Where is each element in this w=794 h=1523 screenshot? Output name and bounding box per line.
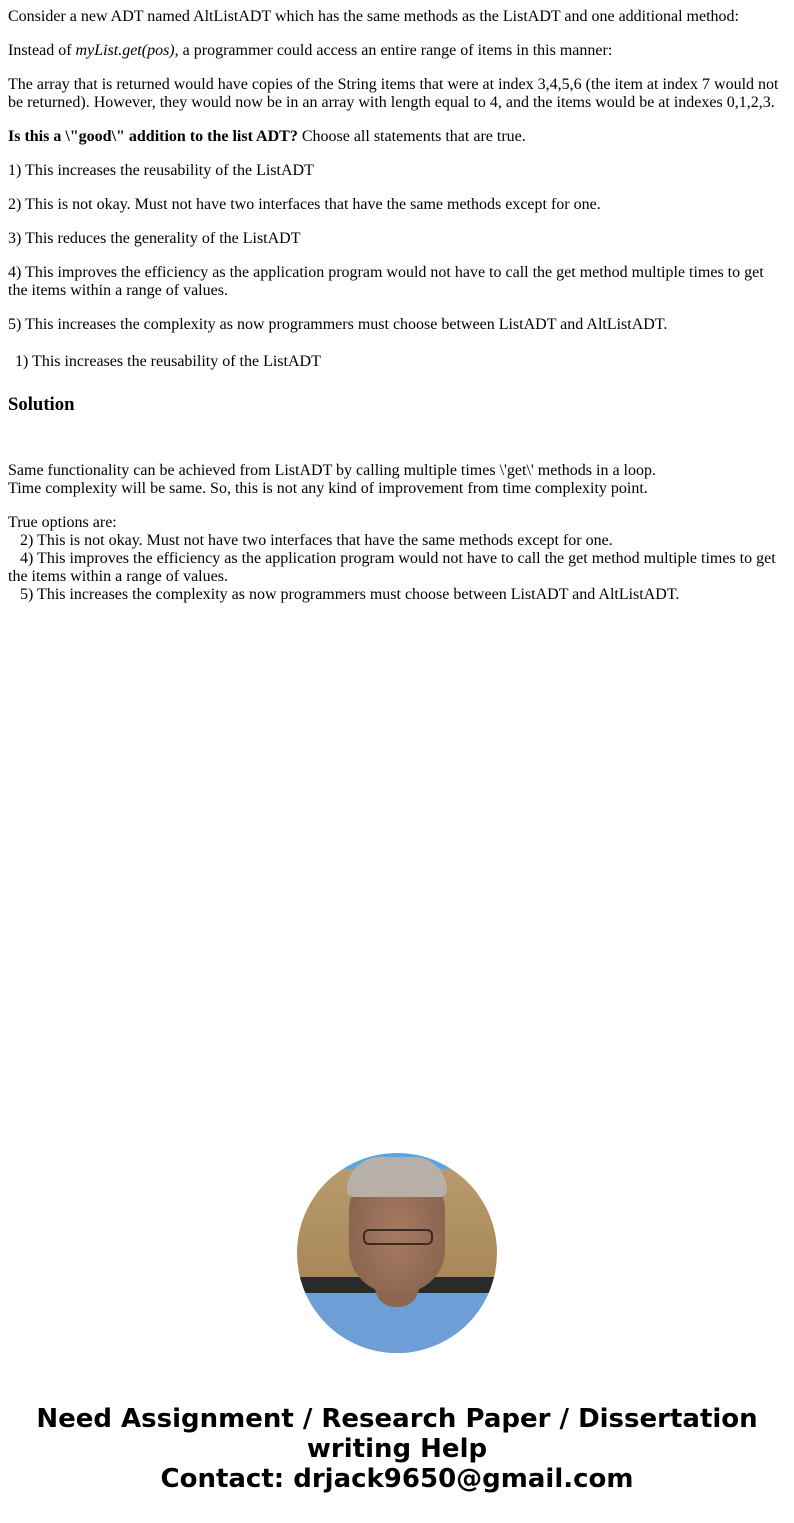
promo-banner (0, 1404, 794, 1494)
question-prompt (8, 128, 786, 146)
true-option-4-text: 4) This improves the efficiency as the application program would not have to call the get method multiple times to get the items within a range of values. (8, 550, 776, 585)
solution-line-1: Same functionality can be achieved from ListADT by calling multiple times \'get\' methods in a loop. (8, 462, 656, 479)
option-5: 5) This increases the complexity as now programmers must choose between ListADT and AltListADT. (8, 316, 668, 333)
prompt-bold: Is this a \"good\" addition to the list ADT? (8, 128, 298, 145)
solution-line-2: Time complexity will be same. So, this is not any kind of improvement from time complexity point. (8, 480, 648, 497)
promo-line-2: writing Help (306, 1434, 488, 1464)
promo-contact: Contact: drjack9650@gmail.com (160, 1464, 634, 1494)
option-1: 1) This increases the reusability of the ListADT (8, 162, 314, 179)
true-options-label: True options are: (8, 514, 117, 531)
option-4: 4) This improves the efficiency as the application program would not have to call the get method multiple times to get the items within a range of values. (8, 264, 764, 299)
solution-title: Solution (8, 394, 75, 415)
instead-prefix: Instead of (8, 42, 76, 59)
question-instead (8, 42, 786, 60)
prompt-rest: Choose all statements that are true. (297, 128, 526, 145)
true-option-4 (8, 550, 786, 586)
option-2: 2) This is not okay. Must not have two interfaces that have the same methods except for one. (8, 196, 601, 213)
instead-suffix: , a programmer could access an entire range of items in this manner: (174, 42, 613, 59)
selected-answer: 1) This increases the reusability of the ListADT (15, 353, 321, 370)
question-intro: Consider a new ADT named AltListADT which has the same methods as the ListADT and one additional method: (8, 8, 739, 25)
true-option-2: 2) This is not okay. Must not have two interfaces that have the same methods except for one. (20, 532, 613, 549)
document-content (8, 8, 786, 604)
avatar-hair (347, 1157, 447, 1197)
instead-code: myList.get(pos) (75, 42, 175, 59)
author-avatar (297, 1153, 497, 1353)
solution-body (8, 462, 786, 604)
array-explanation: The array that is returned would have copies of the String items that were at index 3,4,5,6 (the item at index 7 would not be returned). However, they would now be in an array with length equal to 4, and the items would be at indexes 0,1,2,3. (8, 76, 779, 111)
promo-line-1: Need Assignment / Research Paper / Dissertation (36, 1404, 758, 1434)
option-3: 3) This reduces the generality of the ListADT (8, 230, 301, 247)
true-option-5: 5) This increases the complexity as now programmers must choose between ListADT and AltListADT. (20, 586, 680, 603)
avatar-glasses (363, 1229, 433, 1245)
